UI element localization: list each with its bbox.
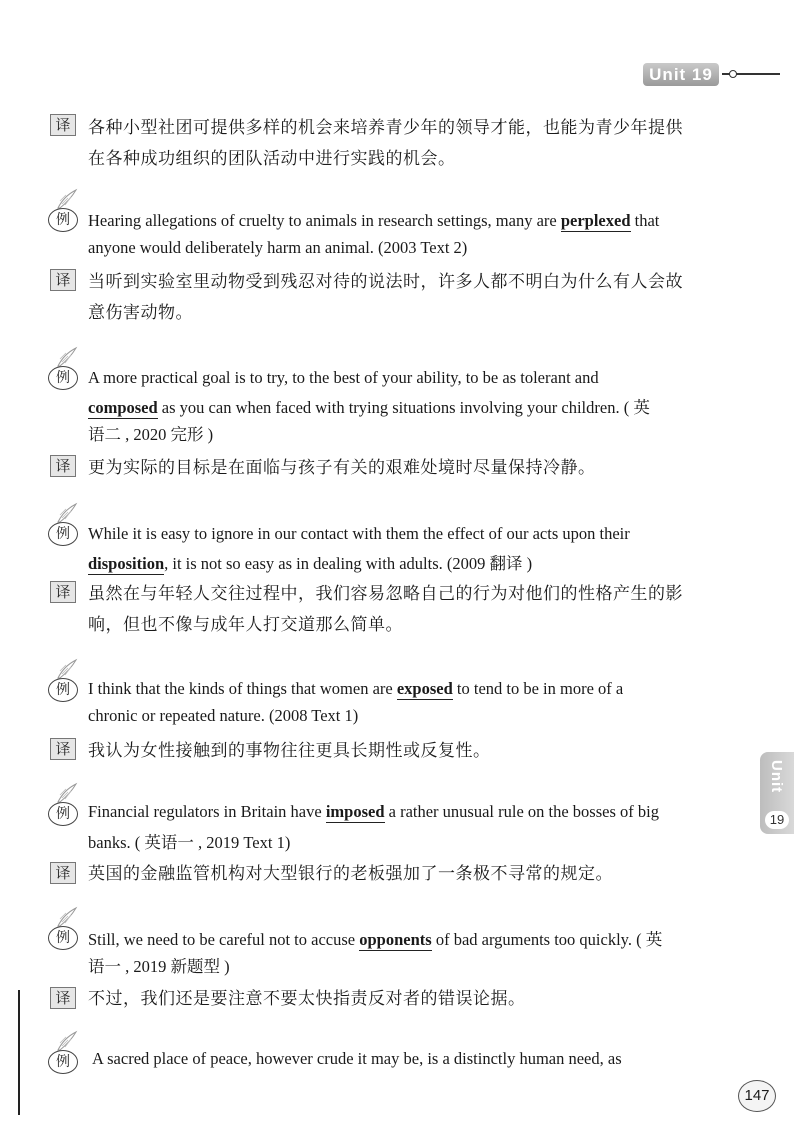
translation-line: 在各种成功组织的团队活动中进行实践的机会。 [88,149,456,168]
example-line: I think that the kinds of things that women are exposed to tend to be in more of a [88,679,624,698]
translation-marker: 译 [50,114,76,136]
translation-line: 更为实际的目标是在面临与孩子有关的艰难处境时尽量保持冷静。 [88,458,596,477]
quill-icon [56,906,78,928]
side-unit-number: 19 [765,811,789,829]
example-line: Financial regulators in Britain have imposed a rather unusual rule on the bosses of big [88,802,659,821]
example-line: 语一 , 2019 新题型 ) [88,957,230,976]
example-marker: 例 [48,366,78,390]
keyword: disposition [88,554,165,573]
example-marker: 例 [48,678,78,702]
margin-line [18,990,20,1115]
translation-marker: 译 [50,738,76,760]
quill-icon [56,1030,78,1052]
example-marker: 例 [48,208,78,232]
page-number: 147 [738,1080,776,1112]
translation-marker: 译 [50,581,76,603]
side-unit-label: Unit [768,760,785,794]
translation-marker: 译 [50,269,76,291]
keyword: perplexed [560,211,631,230]
quill-icon [56,188,78,210]
translation-marker: 译 [50,987,76,1009]
translation-line: 虽然在与年轻人交往过程中，我们容易忽略自己的行为对他们的性格产生的影 [88,584,683,603]
example-line: disposition, it is not so easy as in dealing with adults. (2009 翻译 ) [88,554,533,573]
translation-line: 当听到实验室里动物受到残忍对待的说法时，许多人都不明白为什么有人会故 [88,272,683,291]
example-line: A sacred place of peace, however crude it may be, is a distinctly human need, as [92,1049,622,1068]
quill-icon [56,346,78,368]
example-line: A more practical goal is to try, to the best of your ability, to be as tolerant and [88,368,599,387]
example-line: 语二 , 2020 完形 ) [88,425,214,444]
unit-badge: Unit 19 [643,63,719,86]
translation-line: 各种小型社团可提供多样的机会来培养青少年的领导才能，也能为青少年提供 [88,118,683,137]
translation-marker: 译 [50,862,76,884]
example-line: composed as you can when faced with trying situations involving your children. ( 英 [88,398,650,417]
example-line: banks. ( 英语一 , 2019 Text 1) [88,833,291,852]
keyword: imposed [325,802,385,821]
header-rule-dot [729,70,737,78]
example-line: Hearing allegations of cruelty to animals in research settings, many are perplexed that [88,211,660,230]
example-line: anyone would deliberately harm an animal. (2003 Text 2) [88,238,468,257]
translation-line: 意伤害动物。 [88,303,193,322]
quill-icon [56,658,78,680]
example-line: chronic or repeated nature. (2008 Text 1) [88,706,359,725]
translation-marker: 译 [50,455,76,477]
example-line: While it is easy to ignore in our contact with them the effect of our acts upon their [88,524,630,543]
example-marker: 例 [48,802,78,826]
keyword: composed [88,398,158,417]
translation-line: 响，但也不像与成年人打交道那么简单。 [88,615,403,634]
example-marker: 例 [48,1050,78,1074]
translation-line: 英国的金融监管机构对大型银行的老板强加了一条极不寻常的规定。 [88,864,613,883]
example-marker: 例 [48,926,78,950]
example-line: Still, we need to be careful not to accuse opponents of bad arguments too quickly. ( 英 [88,930,663,949]
quill-icon [56,782,78,804]
translation-line: 我认为女性接触到的事物往往更具长期性或反复性。 [88,741,491,760]
translation-line: 不过，我们还是要注意不要太快指责反对者的错误论据。 [88,989,526,1008]
keyword: opponents [359,930,432,949]
keyword: exposed [396,679,453,698]
example-marker: 例 [48,522,78,546]
quill-icon [56,502,78,524]
